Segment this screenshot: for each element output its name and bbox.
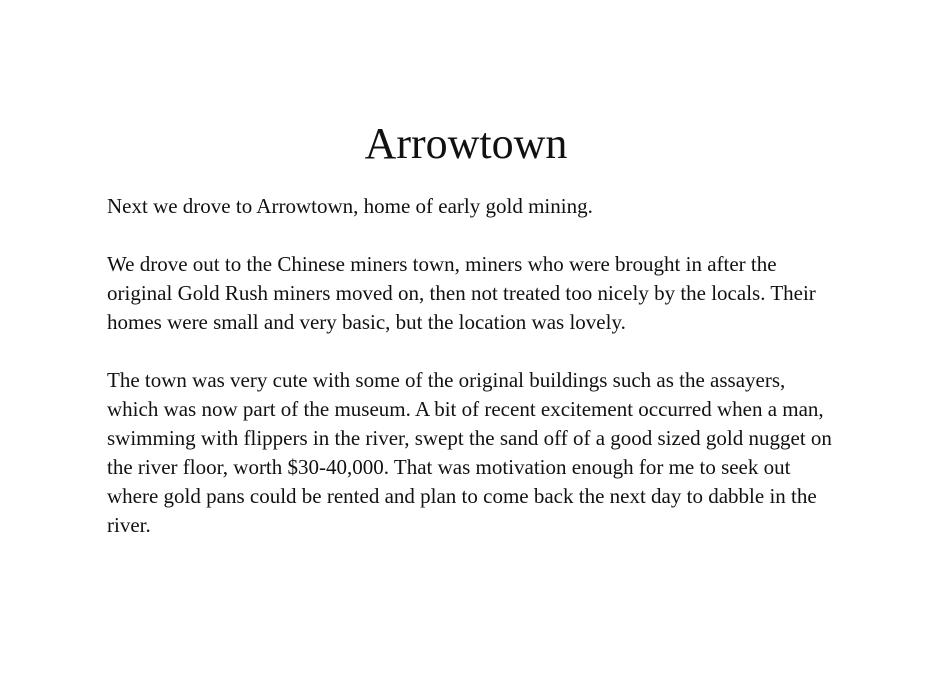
paragraph-town: The town was very cute with some of the original buildings such as the assayers, which was now part of the museum. A bit of recent excitement occurred when a man, swimming with flippers in the river, swept the sand off of a good sized gold nugget on the river floor, worth $30-40,000. That was motivation enough for me to seek out where gold pans could be rented and plan to come back the next day to dabble in the river. (107, 368, 832, 537)
page-title: Arrowtown (364, 119, 568, 168)
paragraph-chinese-miners: We drove out to the Chinese miners town, miners who were brought in after the original Gold Rush miners moved on, then not treated too nicely by the locals. Their homes were small and very basic, but the location was lovely. (107, 252, 816, 334)
paragraph-intro: Next we drove to Arrowtown, home of early gold mining. (107, 194, 593, 218)
document-body (107, 192, 837, 569)
